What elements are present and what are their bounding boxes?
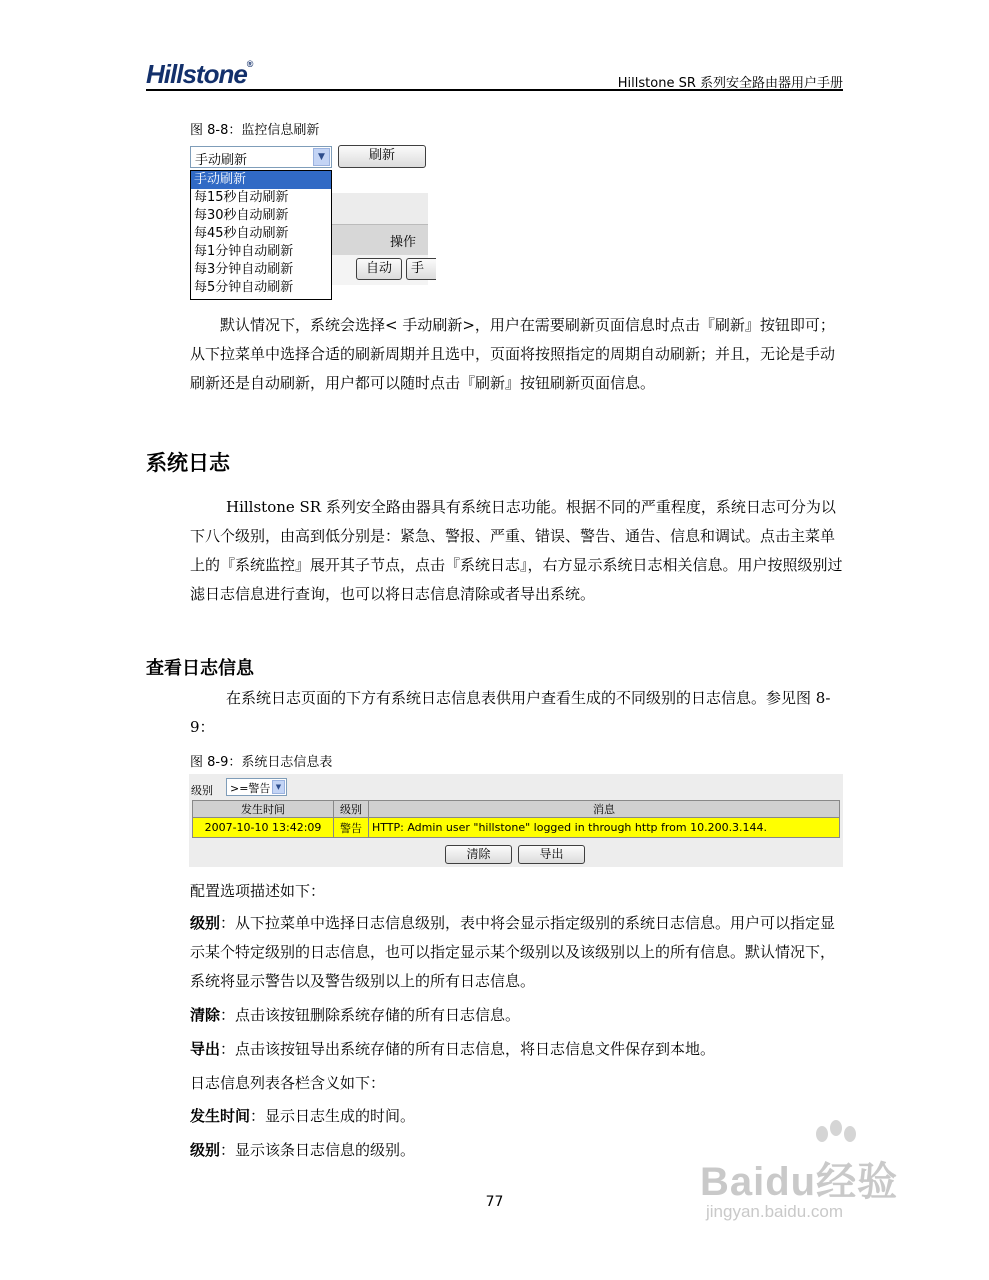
figure-caption-8-9: 图 8-9：系统日志信息表	[190, 755, 333, 770]
heading-view-log: 查看日志信息	[146, 658, 254, 679]
log-table	[192, 800, 840, 838]
page-number: 77	[485, 1194, 504, 1210]
refresh-interval-select[interactable]	[190, 146, 332, 168]
baidu-watermark	[700, 1150, 899, 1221]
item-text: ：点击该按钮导出系统存储的所有日志信息，将日志信息文件保存到本地。	[220, 1040, 716, 1058]
panel-bg	[332, 193, 428, 224]
watermark-brand: Baidu经验	[700, 1160, 899, 1204]
watermark-url: jingyan.baidu.com	[706, 1202, 844, 1221]
header-title: Hillstone SR 系列安全路由器用户手册	[617, 76, 843, 91]
level-label: 级别	[191, 784, 213, 797]
list-intro: 日志信息列表各栏含义如下：	[190, 1074, 386, 1092]
hillstone-logo: Hillstone®	[146, 59, 253, 89]
item-term: 级别	[190, 914, 221, 932]
item-time	[190, 1105, 415, 1126]
item-term: 导出	[190, 1040, 221, 1058]
paragraph-view-log: 在系统日志页面的下方有系统日志信息表供用户查看生成的不同级别的日志信息。参见图 8-9：	[190, 689, 831, 736]
chevron-down-icon[interactable]: ▼	[272, 780, 285, 794]
column-header: 消息	[369, 801, 840, 818]
item-term: 发生时间	[190, 1107, 251, 1125]
refresh-dropdown-list	[190, 170, 332, 300]
paragraph-refresh: 默认情况下，系统会选择< 手动刷新>，用户在需要刷新页面信息时点击『刷新』按钮即可；从下拉菜单中选择合适的刷新周期并且选中，页面将按照指定的周期自动刷新；并且，无论是手动刷新还是自动刷新，用户都可以随时点击『刷新』按钮刷新页面信息。	[190, 316, 836, 392]
log-message: HTTP: Admin user "hillstone" logged in through http from 10.200.3.144.	[369, 818, 840, 838]
log-time: 2007-10-10 13:42:09	[193, 818, 334, 838]
select-value: 手动刷新	[195, 153, 248, 168]
column-header: 发生时间	[193, 801, 334, 818]
dropdown-option[interactable]: 每45秒自动刷新	[194, 226, 289, 241]
dropdown-option[interactable]: 每15秒自动刷新	[194, 190, 289, 205]
dropdown-option[interactable]: 每5分钟自动刷新	[194, 280, 294, 295]
item-text: ：从下拉菜单中选择日志信息级别，表中将会显示指定级别的系统日志信息。用户可以指定显示某个特定级别的日志信息，也可以指定显示某个级别以及该级别以上的所有信息。默认情况下，系统将显示警告以及警告级别以上的所有日志信息。	[190, 914, 836, 990]
item-term: 级别	[190, 1141, 221, 1159]
heading-system-log: 系统日志	[146, 451, 230, 475]
item-export	[190, 1038, 715, 1059]
op-column-header: 操作	[390, 235, 417, 250]
level-select[interactable]	[226, 778, 287, 796]
table-row[interactable]	[193, 818, 840, 838]
refresh-button[interactable]: 刷新	[338, 145, 426, 168]
level-select-value: >=警告	[230, 782, 271, 795]
item-term: 清除	[190, 1006, 221, 1024]
chevron-down-icon[interactable]: ▼	[313, 148, 330, 166]
item-clear	[190, 1004, 520, 1025]
log-level: 警告	[334, 818, 369, 838]
dropdown-option[interactable]: 每3分钟自动刷新	[194, 262, 294, 277]
dropdown-option[interactable]: 每30秒自动刷新	[194, 208, 289, 223]
figure-8-9	[189, 774, 843, 867]
header-rule	[146, 89, 843, 91]
figure-8-8	[190, 145, 428, 295]
item-text: ：显示该条日志信息的级别。	[220, 1141, 416, 1159]
item-text: ：点击该按钮删除系统存储的所有日志信息。	[220, 1006, 521, 1024]
config-desc-intro: 配置选项描述如下：	[190, 882, 326, 900]
auto-button[interactable]: 自动	[356, 258, 402, 280]
dropdown-option[interactable]: 手动刷新	[191, 171, 331, 189]
manual-button[interactable]: 手	[406, 258, 436, 280]
figure-caption-8-8: 图 8-8：监控信息刷新	[190, 123, 320, 138]
export-button[interactable]: 导出	[518, 845, 585, 864]
column-header: 级别	[334, 801, 369, 818]
item-text: ：显示日志生成的时间。	[250, 1107, 416, 1125]
item-level	[190, 909, 844, 996]
dropdown-option[interactable]: 每1分钟自动刷新	[194, 244, 294, 259]
clear-button[interactable]: 清除	[445, 845, 512, 864]
table-header-row	[193, 801, 840, 818]
paragraph-system-log: Hillstone SR 系列安全路由器具有系统日志功能。根据不同的严重程度，系统日志可分为以下八个级别，由高到低分别是：紧急、警报、严重、错误、警告、通告、信息和调试。点击主菜单上的『系统监控』展开其子节点，点击『系统日志』，右方显示系统日志相关信息。用户按照级别过滤日志信息进行查询，也可以将日志信息清除或者导出系统。	[190, 498, 843, 603]
item-level-col	[190, 1139, 415, 1160]
